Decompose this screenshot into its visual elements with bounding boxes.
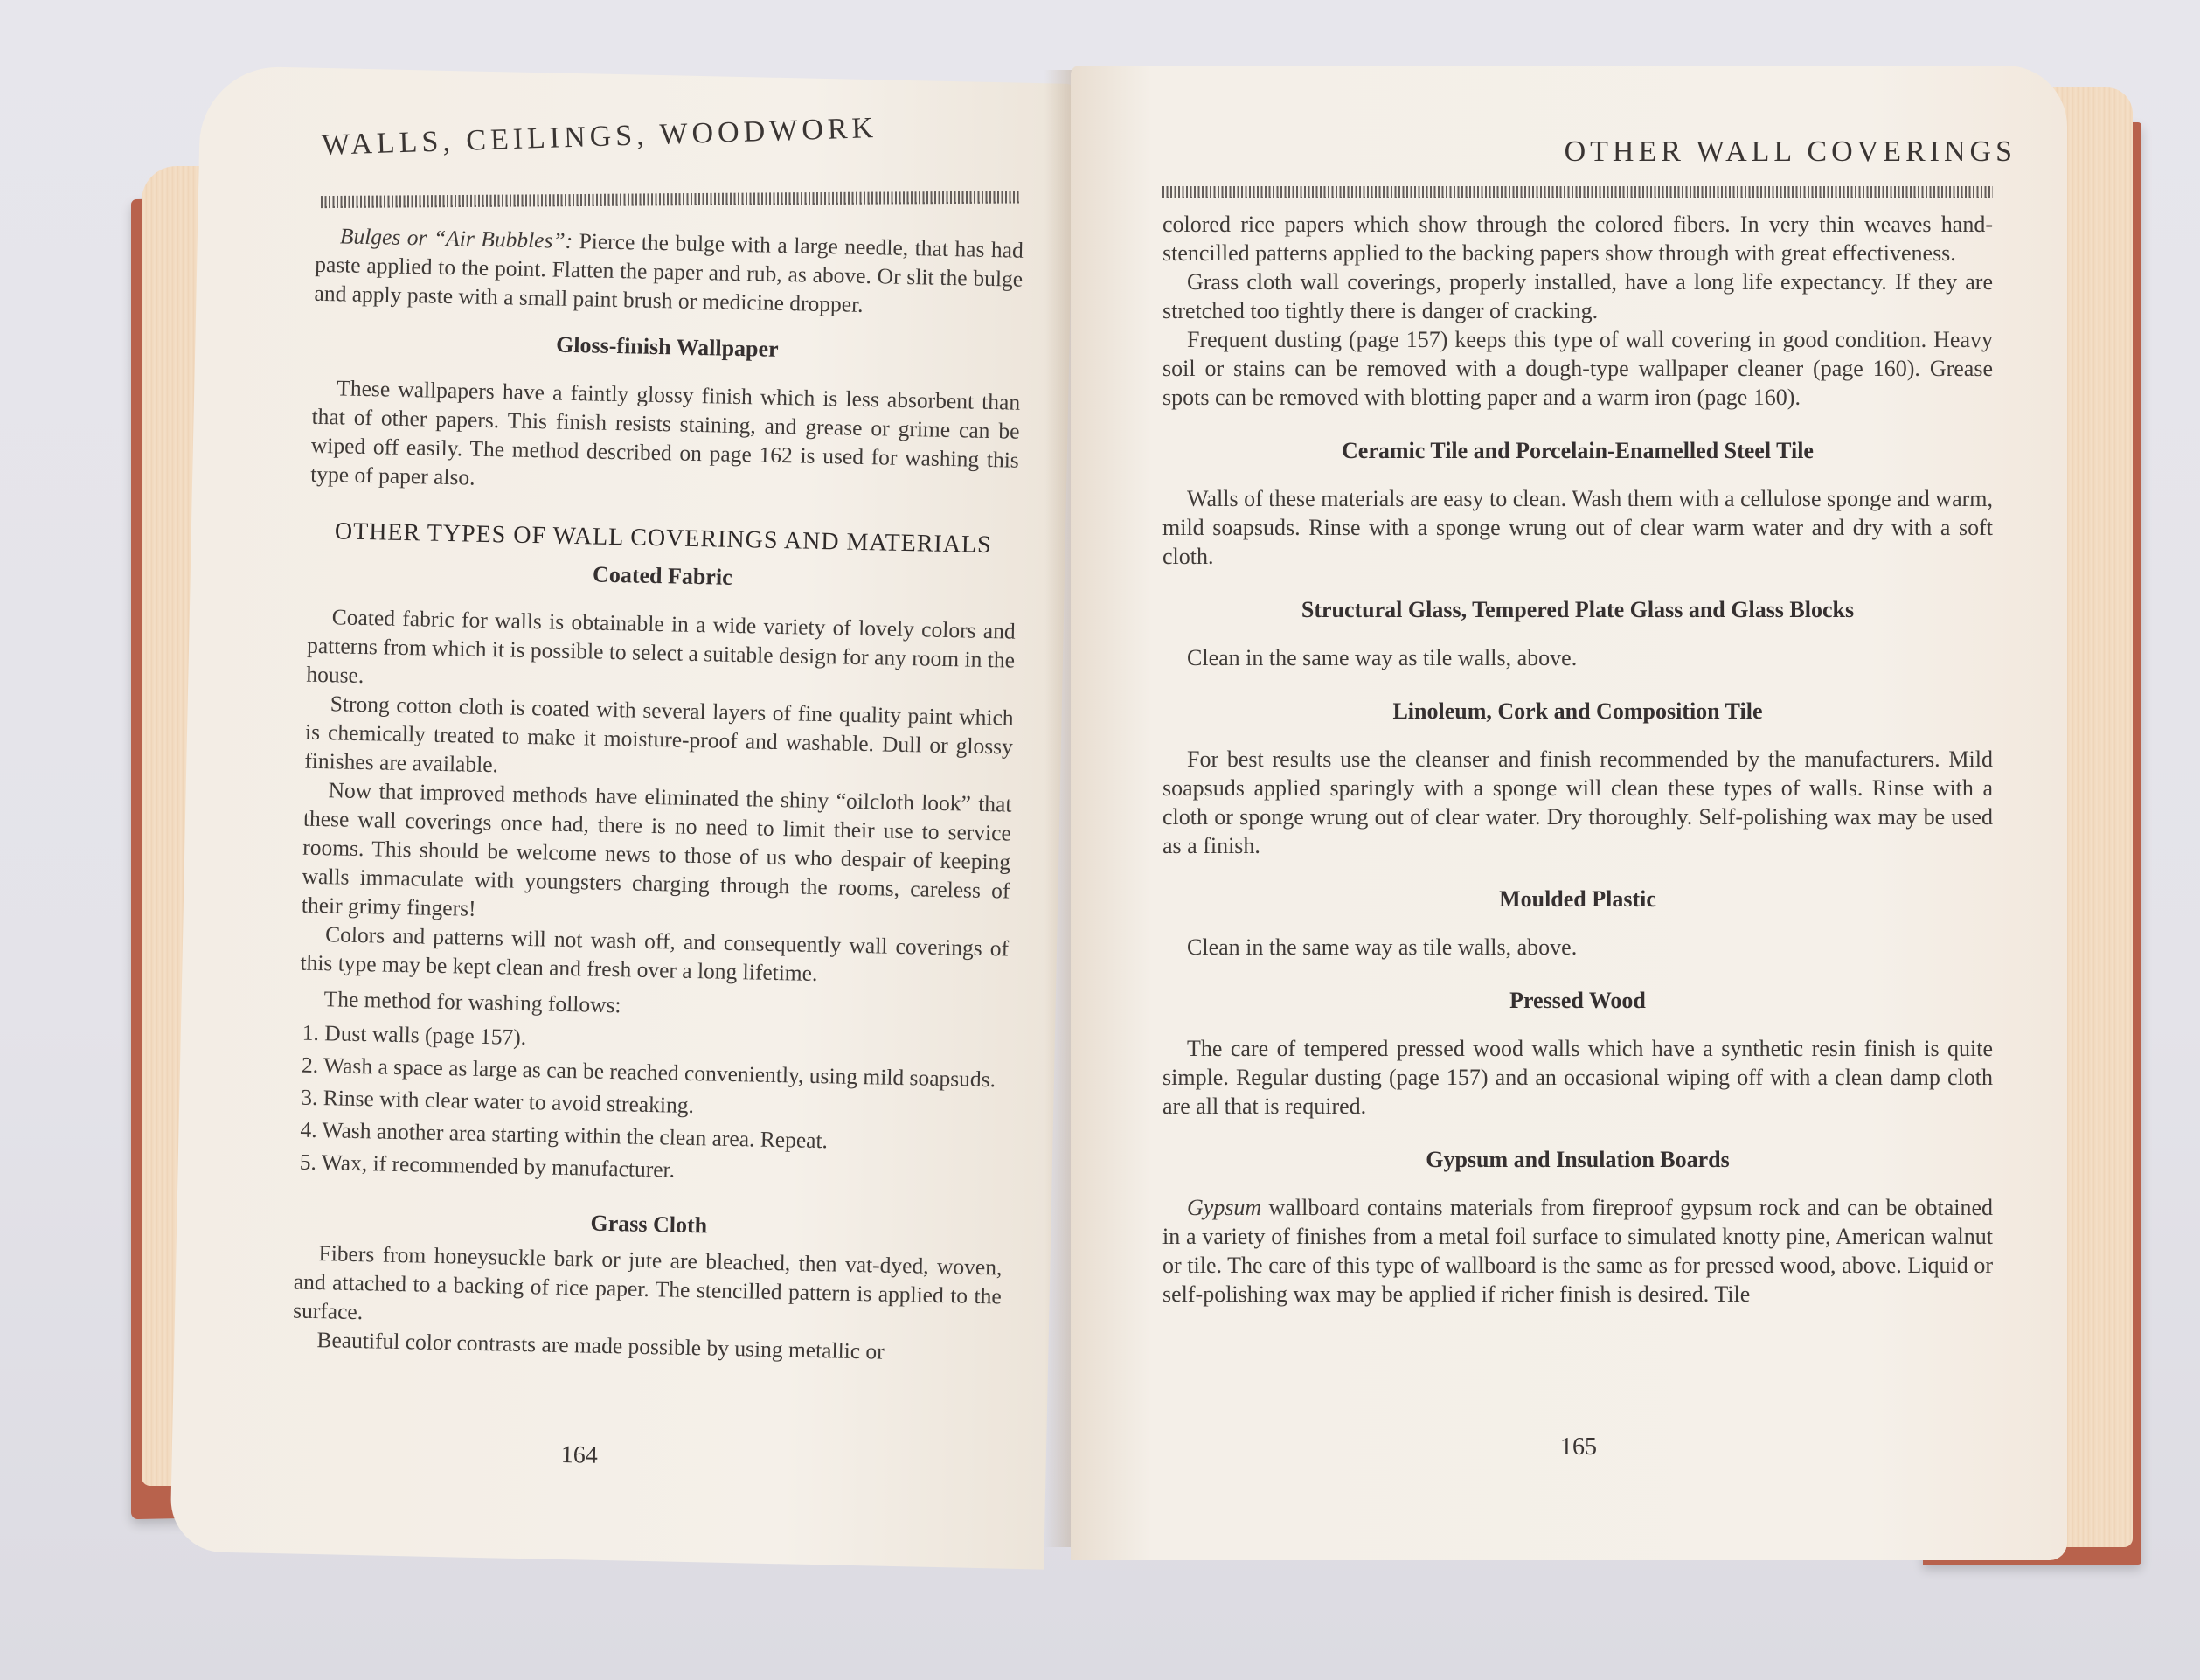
paragraph: Walls of these materials are easy to clean. Wash them with a cellulose sponge and warm, mild soapsuds. Rinse with a sponge wrung out of clear warm water and dry with a soft cloth. bbox=[1162, 486, 1993, 569]
section-heading: Gypsum and Insulation Boards bbox=[1426, 1147, 1730, 1172]
washing-steps-list bbox=[295, 1018, 1007, 1191]
paragraph: The care of tempered pressed wood walls which have a synthetic resin finish is quite simple. Regular dusting (page 157) and an occasional wiping off with a clean damp cloth are all that is required. bbox=[1162, 1036, 1993, 1119]
section-heading-gloss: Gloss-finish Wallpaper bbox=[555, 331, 779, 362]
paragraph: Clean in the same way as tile walls, above. bbox=[1187, 645, 1578, 670]
paragraph: Fibers from honeysuckle bark or jute are bleached, then vat-dyed, woven, and attached to a backing of rice paper. The stencilled pattern is applied to the surface. bbox=[292, 1240, 1003, 1325]
paragraph: Strong cotton cloth is coated with several layers of fine quality paint which is chemically treated to make it moisture-proof and washable. Dull or glossy finishes are available. bbox=[304, 691, 1014, 778]
greek-key-ornament bbox=[1162, 186, 1993, 198]
section-heading: Pressed Wood bbox=[1509, 988, 1646, 1013]
gypsum-lead: Gypsum bbox=[1187, 1195, 1262, 1220]
section-heading-coated-fabric: Coated Fabric bbox=[592, 561, 732, 590]
intro-paragraph: Bulges or “Air Bubbles”: Pierce the bulge with a large needle, that has had paste applied to the point. Flatten the paper and rub, as above. Or slit the bulge and apply paste with a small paint brush or medicine dropper. bbox=[314, 223, 1024, 317]
paragraph: Frequent dusting (page 157) keeps this type of wall covering in good condition. Heavy soil or stains can be removed with a dough-type wallpaper cleaner (page 160). Grease spots can be removed with blotting paper and a warm iron (page 160). bbox=[1162, 327, 1993, 410]
list-item: 5. Wax, if recommended by manufacturer. bbox=[299, 1149, 676, 1183]
right-page bbox=[1071, 66, 2067, 1560]
section-heading-grass-cloth: Grass Cloth bbox=[590, 1210, 708, 1239]
section-heading: Structural Glass, Tempered Plate Glass and Glass Blocks bbox=[1301, 597, 1855, 622]
paragraph: Grass cloth wall coverings, properly installed, have a long life expectancy. If they are stretched too tightly there is danger of cracking. bbox=[1162, 269, 1993, 323]
paragraph: Clean in the same way as tile walls, above. bbox=[1187, 934, 1578, 960]
section-heading: Ceramic Tile and Porcelain-Enamelled Steel Tile bbox=[1342, 438, 1814, 463]
running-head: OTHER WALL COVERINGS bbox=[1564, 135, 2016, 168]
list-item: 1. Dust walls (page 157). bbox=[302, 1019, 527, 1051]
paragraph: For best results use the cleanser and finish recommended by the manufacturers. Mild soapsuds applied sparingly with a sponge will clean these types of walls. Rinse with a cloth or sponge wrung out of clear water. Dry thoroughly. Self-polishing wax may be used as a finish. bbox=[1162, 746, 1993, 858]
paragraph: Beautiful color contrasts are made possible by using metallic or bbox=[316, 1327, 885, 1364]
running-head: WALLS, CEILINGS, WOODWORK bbox=[321, 111, 878, 162]
paragraph: Gypsum wallboard contains materials from fireproof gypsum rock and can be obtained in a variety of finishes from a metal foil surface to simulated knotty pine, American walnut or tile. The care of this type of wallboard is the same as for pressed wood, above. Liquid or self-polishing wax may be applied if richer finish is desired. Tile bbox=[1162, 1195, 1993, 1307]
paragraph: The method for washing follows: bbox=[323, 986, 621, 1018]
section-heading: Moulded Plastic bbox=[1499, 886, 1656, 912]
list-item: 4. Wash another area starting within the clean area. Repeat. bbox=[300, 1116, 829, 1154]
greek-key-ornament bbox=[321, 191, 1020, 208]
left-page bbox=[170, 66, 1074, 1570]
chapter-section-heading: OTHER TYPES OF WALL COVERINGS AND MATERIALS bbox=[334, 517, 992, 559]
list-item: 2. Wash a space as large as can be reached conveniently, using mild soapsuds. bbox=[301, 1052, 996, 1093]
left-page-body bbox=[292, 221, 1024, 1369]
intro-lead: Bulges or “Air Bubbles”: bbox=[339, 223, 573, 253]
paragraph: Now that improved methods have eliminated the shiny “oilcloth look” that these wall coverings once had, there is no need to limit their use to service rooms. This should be welcome news to those of us who despair of keeping walls immaculate with youngsters charging through the rooms, careless of their grimy fingers! bbox=[301, 777, 1012, 921]
page-number: 165 bbox=[1560, 1434, 1597, 1461]
right-page-body bbox=[1162, 210, 1993, 1309]
list-item: 3. Rinse with clear water to avoid streaking. bbox=[301, 1084, 695, 1119]
paragraph: Coated fabric for walls is obtainable in a wide variety of lovely colors and patterns from which it is possible to select a suitable design for any room in the house. bbox=[306, 604, 1016, 689]
section-heading: Linoleum, Cork and Composition Tile bbox=[1392, 698, 1763, 724]
paragraph: colored rice papers which show through the colored fibers. In very thin weaves hand-stencilled patterns applied to the backing papers show through with great effectiveness. bbox=[1162, 212, 1993, 266]
paragraph: Colors and patterns will not wash off, and consequently wall coverings of this type may be kept clean and fresh over a long lifetime. bbox=[300, 921, 1010, 986]
paragraph: These wallpapers have a faintly glossy finish which is less absorbent than that of other papers. This finish resists staining, and grease or grime can be wiped off easily. The method described on page 162 is used for washing this type of paper also. bbox=[309, 375, 1021, 490]
page-number: 164 bbox=[560, 1440, 599, 1469]
